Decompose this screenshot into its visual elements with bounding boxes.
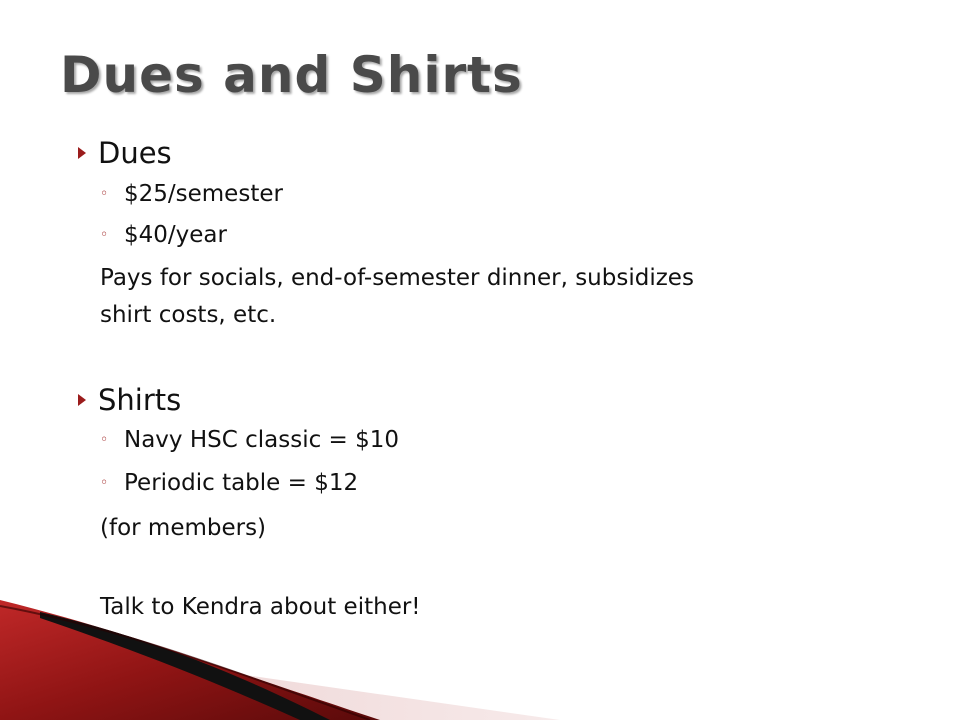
circle-bullet-icon: ◦ xyxy=(100,475,109,491)
dues-note-line-1: Pays for socials, end-of-semester dinner, subsidizes xyxy=(100,265,694,291)
slide-title: Dues and Shirts xyxy=(60,46,523,104)
dues-note-line-2: shirt costs, etc. xyxy=(100,302,277,328)
circle-bullet-icon: ◦ xyxy=(100,186,109,202)
subbullet-label: Periodic table = $12 xyxy=(124,470,359,496)
subbullet-label: Navy HSC classic = $10 xyxy=(124,427,400,453)
bullet-dues-label: Dues xyxy=(98,136,172,170)
bullet-shirts-label: Shirts xyxy=(98,383,182,417)
subbullet-label: $40/year xyxy=(124,222,227,248)
closing-text: Talk to Kendra about either! xyxy=(100,594,421,620)
circle-bullet-icon: ◦ xyxy=(100,432,109,448)
subbullet-label: $25/semester xyxy=(124,181,283,207)
circle-bullet-icon: ◦ xyxy=(100,227,109,243)
shirts-note: (for members) xyxy=(100,515,267,541)
